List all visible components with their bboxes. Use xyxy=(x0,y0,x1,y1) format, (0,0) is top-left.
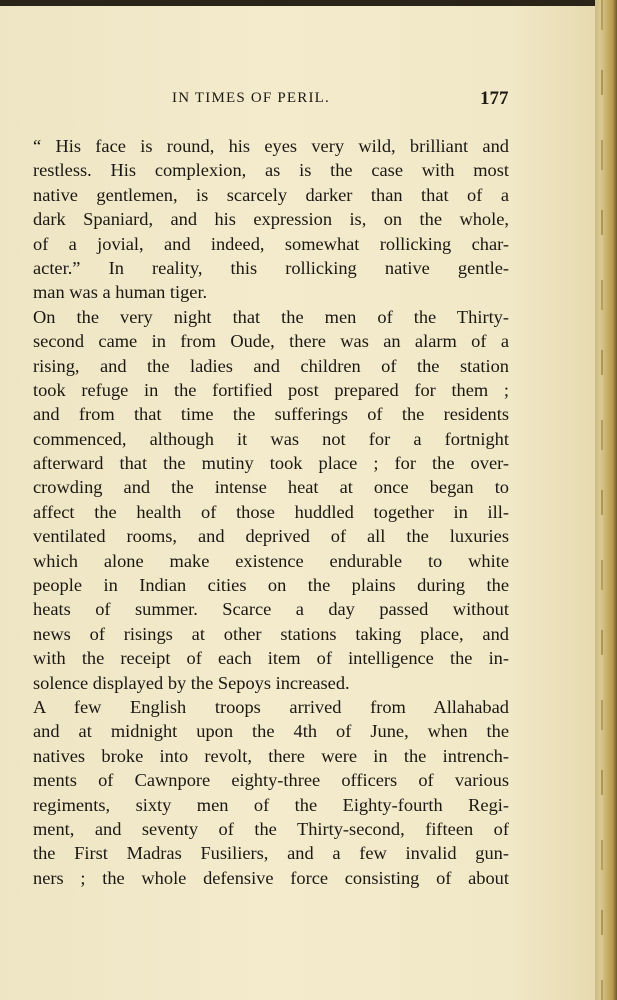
text-line: and at midnight upon the 4th of June, when the xyxy=(33,721,509,742)
text-line: natives broke into revolt, there were in the intrench- xyxy=(33,745,509,766)
text-line: second came in from Oude, there was an alarm of a xyxy=(33,331,509,352)
text-line: people in Indian cities on the plains during the xyxy=(33,575,509,596)
text-line: affect the health of those huddled together in ill- xyxy=(33,501,509,522)
body-text xyxy=(33,134,509,890)
page-number: 177 xyxy=(480,88,509,109)
text-line: ments of Cawnpore eighty-three officers of various xyxy=(33,770,509,791)
text-line: dark Spaniard, and his expression is, on the whole, xyxy=(33,209,509,230)
text-line: ners ; the whole defensive force consisting of about xyxy=(33,867,509,888)
text-line: the First Madras Fusiliers, and a few invalid gun- xyxy=(33,843,509,864)
text-line: heats of summer. Scarce a day passed without xyxy=(33,599,509,620)
text-line: news of risings at other stations taking place, and xyxy=(33,623,509,644)
running-head: IN TIMES OF PERIL. xyxy=(172,90,330,106)
text-line: A few English troops arrived from Allahabad xyxy=(33,696,509,717)
text-line: with the receipt of each item of intelligence the in- xyxy=(33,648,509,669)
text-line: On the very night that the men of the Thirty- xyxy=(33,306,509,327)
page-header xyxy=(0,90,600,114)
text-line: regiments, sixty men of the Eighty-fourth Regi- xyxy=(33,794,509,815)
text-line: rising, and the ladies and children of the station xyxy=(33,355,509,376)
text-line: commenced, although it was not for a fortnight xyxy=(33,428,509,449)
text-line: of a jovial, and indeed, somewhat rollicking char- xyxy=(33,233,509,254)
page-edge xyxy=(595,0,617,1000)
text-line: restless. His complexion, as is the case with most xyxy=(33,160,509,181)
text-line: man was a human tiger. xyxy=(33,282,208,303)
text-line: solence displayed by the Sepoys increased. xyxy=(33,672,350,693)
text-line: native gentlemen, is scarcely darker than that of a xyxy=(33,184,509,205)
text-line: and from that time the sufferings of the residents xyxy=(33,404,509,425)
text-line: which alone make existence endurable to white xyxy=(33,550,509,571)
text-line: took refuge in the fortified post prepared for them ; xyxy=(33,379,509,400)
text-line: “ His face is round, his eyes very wild, brilliant and xyxy=(33,136,509,156)
text-line: acter.” In reality, this rollicking native gentle- xyxy=(33,257,509,278)
text-line: ventilated rooms, and deprived of all the luxuries xyxy=(33,526,509,547)
book-page xyxy=(0,6,600,1000)
text-line: ment, and seventy of the Thirty-second, fifteen of xyxy=(33,818,509,839)
text-line: afterward that the mutiny took place ; for the over- xyxy=(33,453,509,474)
text-line: crowding and the intense heat at once began to xyxy=(33,477,509,498)
